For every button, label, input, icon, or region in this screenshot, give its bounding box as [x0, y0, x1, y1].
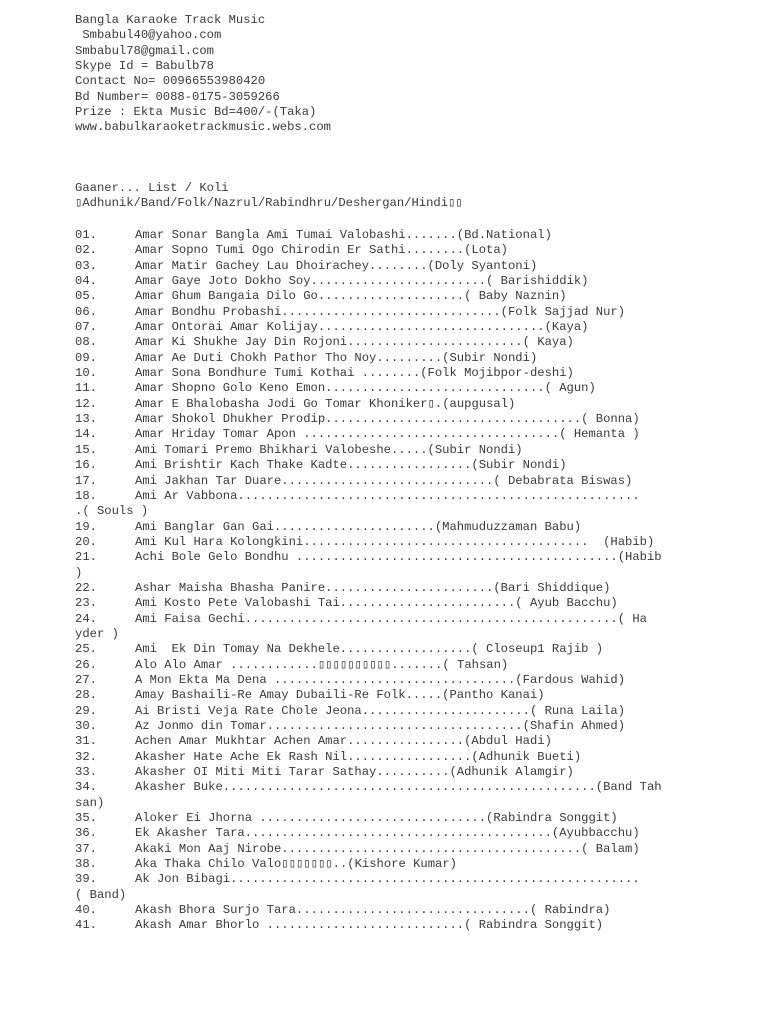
song-list-heading	[75, 181, 463, 212]
song-entry-continuation: yder )	[75, 626, 119, 641]
header-contact-number: Contact No= 00966553980420	[75, 74, 266, 89]
song-number: 01.	[75, 228, 97, 242]
song-entry: Ami Brishtir Kach Thake Kadte.................(Subir Nondi)	[135, 458, 567, 473]
song-row	[75, 719, 675, 734]
song-row	[75, 412, 675, 427]
song-entry: Achi Bole Gelo Bondhu ............................................(Habib	[135, 550, 662, 565]
song-entry: Amar Ghum Bangaia Dilo Go....................( Baby Naznin)	[135, 289, 567, 304]
song-number: 15.	[75, 442, 97, 457]
song-row	[75, 581, 675, 596]
song-row	[75, 811, 675, 826]
song-row	[75, 857, 675, 872]
song-number: 34.	[75, 780, 97, 795]
header-website: www.babulkaraoketrackmusic.webs.com	[75, 120, 331, 135]
song-entry: Amar Matir Gachey Lau Dhoirachey........(Doly Syantoni)	[135, 258, 538, 273]
song-number: 33.	[75, 765, 97, 780]
song-entry: Ashar Maisha Bhasha Panire.......................(Bari Shiddique)	[135, 580, 611, 595]
song-row	[75, 320, 675, 335]
song-number: 36.	[75, 826, 97, 841]
song-number: 19.	[75, 519, 97, 534]
song-entry-continuation: ( Band)	[75, 887, 127, 902]
song-entry: Akash Amar Bhorlo ...........................( Rabindra Songgit)	[135, 918, 604, 933]
header-email-yahoo: Smbabul40@yahoo.com	[75, 28, 222, 43]
song-number: 23.	[75, 596, 97, 611]
song-row	[75, 750, 675, 765]
song-number: 16.	[75, 458, 97, 473]
song-row	[75, 673, 675, 688]
list-title: Gaaner... List / Koli	[75, 181, 229, 195]
song-number: 28.	[75, 688, 97, 703]
song-row	[75, 842, 675, 857]
song-row	[75, 274, 675, 289]
song-entry: Akasher Buke...................................................(Band Tah	[135, 780, 662, 795]
song-number: 13.	[75, 412, 97, 427]
song-row	[75, 596, 675, 611]
song-entry: Ami Ar Vabbona.......................................................	[135, 488, 640, 503]
song-entry: Achen Amar Mukhtar Achen Amar................(Abdul Hadi)	[135, 734, 552, 749]
song-row	[75, 780, 675, 811]
song-number: 38.	[75, 857, 97, 872]
song-number: 09.	[75, 350, 97, 365]
song-entry: Amar Sopno Tumi Ogo Chirodin Er Sathi........(Lota)	[135, 243, 508, 258]
song-number: 41.	[75, 918, 97, 933]
song-row	[75, 366, 675, 381]
song-number: 10.	[75, 366, 97, 381]
song-entry: Amar Ki Shukhe Jay Din Rojoni........................( Kaya)	[135, 335, 574, 350]
song-row	[75, 704, 675, 719]
header-skype: Skype Id = Babulb78	[75, 59, 214, 74]
song-row	[75, 765, 675, 780]
song-row	[75, 458, 675, 473]
song-entry: Akash Bhora Surjo Tara................................( Rabindra)	[135, 903, 611, 918]
list-categories: ▯Adhunik/Band/Folk/Nazrul/Rabindhru/Deshergan/Hindi▯▯	[75, 196, 463, 211]
song-entry: Akasher OI Miti Miti Tarar Sathay..........(Adhunik Alamgir)	[135, 765, 574, 780]
song-row	[75, 918, 675, 933]
song-entry: Ami Tomari Premo Bhikhari Valobeshe.....(Subir Nondi)	[135, 442, 523, 457]
song-entry-continuation: san)	[75, 795, 105, 810]
song-number: 06.	[75, 304, 97, 319]
song-number: 18.	[75, 488, 97, 503]
song-number: 02.	[75, 243, 97, 258]
song-number: 03.	[75, 258, 97, 273]
song-row	[75, 289, 675, 304]
song-entry: Amar Ae Duti Chokh Pathor Tho Noy.........(Subir Nondi)	[135, 350, 538, 365]
song-entry: Amay Bashaili-Re Amay Dubaili-Re Folk.....(Pantho Kanai)	[135, 688, 545, 703]
song-entry: Amar Shokol Dhukher Prodip...................................( Bonna)	[135, 412, 640, 427]
song-number: 31.	[75, 734, 97, 749]
song-row	[75, 550, 675, 581]
song-entry: Ami Faisa Gechi...................................................( Ha	[135, 611, 647, 626]
song-row	[75, 642, 675, 657]
song-row	[75, 489, 675, 520]
song-row	[75, 903, 675, 918]
song-entry: Amar Bondhu Probashi..............................(Folk Sajjad Nur)	[135, 304, 626, 319]
song-entry: Ek Akasher Tara..........................................(Ayubbacchu)	[135, 826, 640, 841]
song-row	[75, 381, 675, 396]
song-row	[75, 734, 675, 749]
song-row	[75, 243, 675, 258]
song-row	[75, 826, 675, 841]
song-entry: Alo Alo Amar ............▯▯▯▯▯▯▯▯▯▯.......( Tahsan)	[135, 657, 509, 672]
song-entry: Amar Shopno Golo Keno Emon..............................( Agun)	[135, 381, 596, 396]
song-row	[75, 228, 675, 243]
song-row	[75, 259, 675, 274]
contact-header	[75, 13, 331, 136]
song-row	[75, 305, 675, 320]
song-entry: Amar Sonar Bangla Ami Tumai Valobashi.......(Bd.National)	[135, 228, 552, 242]
song-entry: Amar E Bhalobasha Jodi Go Tomar Khoniker▯.(aupgusal)	[135, 396, 516, 411]
song-number: 32.	[75, 749, 97, 764]
song-entry: Aloker Ei Jhorna ...............................(Rabindra Songgit)	[135, 811, 618, 826]
song-entry: Amar Gaye Joto Dokho Soy........................( Barishiddik)	[135, 274, 589, 289]
song-row	[75, 351, 675, 366]
song-number: 26.	[75, 657, 97, 672]
song-row	[75, 658, 675, 673]
song-row	[75, 520, 675, 535]
song-number: 17.	[75, 473, 97, 488]
song-row	[75, 474, 675, 489]
song-number: 25.	[75, 642, 97, 657]
song-number: 14.	[75, 427, 97, 442]
song-entry: Ami Jakhan Tar Duare.............................( Debabrata Biswas)	[135, 473, 633, 488]
song-entry: Akaki Mon Aaj Nirobe.........................................( Balam)	[135, 841, 640, 856]
song-number: 30.	[75, 719, 97, 733]
song-number: 12.	[75, 396, 97, 411]
song-number: 22.	[75, 580, 97, 595]
song-number: 07.	[75, 320, 97, 335]
header-title: Bangla Karaoke Track Music	[75, 13, 266, 27]
song-number: 27.	[75, 672, 97, 687]
song-entry: Aka Thaka Chilo Valo▯▯▯▯▯▯▯..(Kishore Kumar)	[135, 857, 457, 872]
song-entry: Akasher Hate Ache Ek Rash Nil.................(Adhunik Bueti)	[135, 749, 582, 764]
song-row	[75, 397, 675, 412]
song-number: 29.	[75, 703, 97, 718]
song-entry-continuation: .( Souls )	[75, 504, 149, 519]
song-entry-continuation: )	[75, 565, 83, 580]
song-entry: Ai Bristi Veja Rate Chole Jeona.......................( Runa Laila)	[135, 703, 626, 718]
song-row	[75, 688, 675, 703]
song-row	[75, 427, 675, 442]
song-number: 05.	[75, 289, 97, 304]
song-row	[75, 872, 675, 903]
song-entry: Amar Ontorai Amar Kolijay...............................(Kaya)	[135, 320, 589, 335]
song-number: 21.	[75, 550, 97, 565]
song-entry: Az Jonmo din Tomar...................................(Shafin Ahmed)	[135, 719, 626, 733]
song-row	[75, 443, 675, 458]
song-entry: Ami Ek Din Tomay Na Dekhele..................( Closeup1 Rajib )	[135, 642, 604, 657]
song-number: 08.	[75, 335, 97, 350]
header-bd-number: Bd Number= 0088-0175-3059266	[75, 89, 280, 104]
song-number: 20.	[75, 534, 97, 549]
song-entry: Ami Kul Hara Kolongkini....................................... (Habib)	[135, 534, 655, 549]
song-entry: Amar Sona Bondhure Tumi Kothai ........(Folk Mojibpor-deshi)	[135, 366, 574, 381]
header-price: Prize : Ekta Music Bd=400/-(Taka)	[75, 105, 317, 120]
song-number: 04.	[75, 274, 97, 289]
song-row	[75, 535, 675, 550]
song-number: 24.	[75, 611, 97, 626]
song-number: 35.	[75, 811, 97, 826]
song-number: 11.	[75, 381, 97, 396]
song-number: 39.	[75, 872, 97, 887]
song-number: 40.	[75, 903, 97, 918]
song-entry: Ami Banglar Gan Gai......................(Mahmuduzzaman Babu)	[135, 519, 582, 534]
song-entry: Ami Kosto Pete Valobashi Tai........................( Ayub Bacchu)	[135, 596, 618, 611]
song-list	[75, 228, 675, 934]
song-entry: Amar Hriday Tomar Apon ...................................( Hemanta )	[135, 427, 640, 442]
song-row	[75, 335, 675, 350]
song-row	[75, 612, 675, 643]
song-entry: A Mon Ekta Ma Dena .................................(Fardous Wahid)	[135, 672, 626, 687]
header-email-gmail: Smbabul78@gmail.com	[75, 43, 214, 58]
song-number: 37.	[75, 841, 97, 856]
song-entry: Ak Jon Bibagi........................................................	[135, 872, 640, 887]
